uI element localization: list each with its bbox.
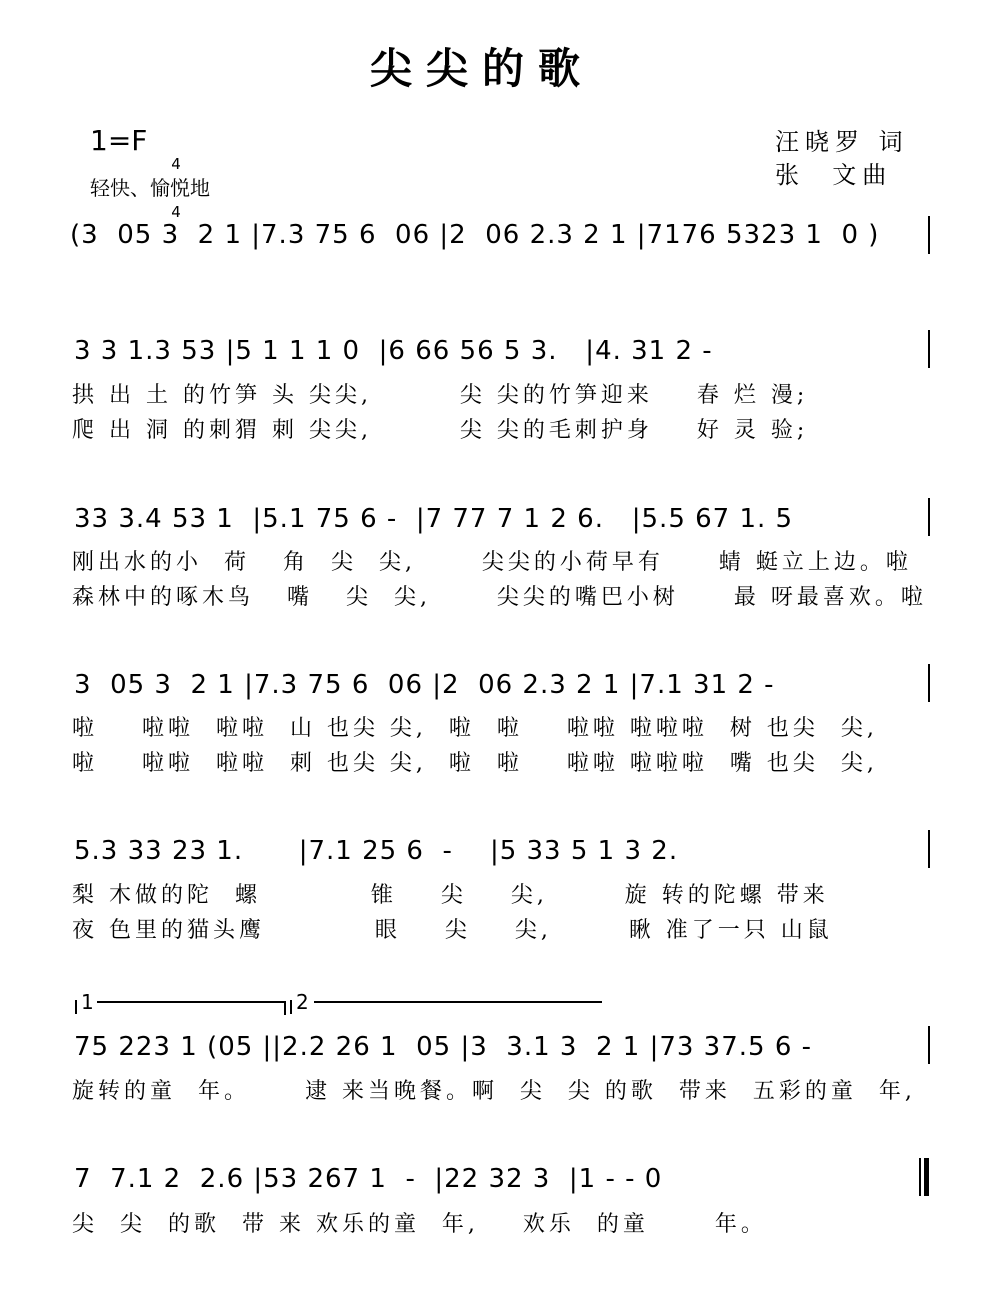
barline [928,330,930,368]
system-3-lyric-verse-1: 啦 啦啦 啦啦 山 也尖 尖, 啦 啦 啦啦 啦啦啦 树 也尖 尖, [72,716,878,741]
system-4-lyric-verse-2: 夜 色里的猫头鹰 眼 尖 尖, 瞅 准了一只 山鼠 [72,918,833,943]
key-signature: 1=F [90,124,148,157]
system-5-notes: 75 223 1 (05 ||2.2 26 1 05 |3 3.1 3 2 1 |73 37.5 6 - [74,1032,813,1062]
system-2-lyric-verse-2: 森林中的啄木鸟 嘴 尖 尖, 尖尖的嘴巴小树 最 呀最喜欢。啦 [72,585,927,610]
system-5-lyric: 旋转的童 年。 逮 来当晚餐。啊 尖 尖 的歌 带来 五彩的童 年, [72,1079,916,1104]
system-4-lyric-verse-1: 梨 木做的陀 螺 锥 尖 尖, 旋 转的陀螺 带来 [72,883,829,908]
barline [928,498,930,536]
composer-credit: 张 文曲 [775,161,893,189]
volta-2-start [290,1000,292,1014]
volta-1-label: 1 [81,990,94,1014]
system-3-notes: 3 05 3 2 1 |7.3 75 6 06 |2 06 2.3 2 1 |7.1 31 2 - [74,670,775,700]
tempo-marking: 轻快、愉悦地 [90,176,210,200]
volta-1-end [284,1001,286,1015]
system-2-notes: 33 3.4 53 1 |5.1 75 6 - |7 77 7 1 2 6. |5.5 67 1. 5 [74,504,794,534]
system-1-notes: 3 3 1.3 53 |5 1 1 1 0 |6 66 56 5 3. |4. 31 2 - [74,336,713,366]
final-barline-thin [919,1158,921,1196]
volta-2-bracket [314,1001,602,1003]
volta-1-start [75,1000,77,1014]
barline [928,664,930,702]
volta-2-label: 2 [296,990,309,1014]
system-4-notes: 5.3 33 23 1. |7.1 25 6 - |5 33 5 1 3 2. [74,836,679,866]
system-1-lyric-verse-1: 拱 出 土 的竹笋 头 尖尖, 尖 尖的竹笋迎来 春 烂 漫; [72,383,809,408]
intro-notes: (3 05 3 2 1 |7.3 75 6 06 |2 06 2.3 2 1 |7176 5323 1 0 ) [70,220,880,250]
system-6-notes: 7 7.1 2 2.6 |53 267 1 - |22 32 3 |1 - - 0 [74,1164,663,1194]
lyricist-credit: 汪晓罗 词 [775,128,909,156]
system-1-lyric-verse-2: 爬 出 洞 的刺猬 刺 尖尖, 尖 尖的毛刺护身 好 灵 验; [72,418,809,443]
barline [928,1026,930,1064]
song-title: 尖尖的歌 [370,44,595,93]
system-6-lyric: 尖 尖 的歌 带 来 欢乐的童 年, 欢乐 的童 年。 [72,1212,767,1237]
barline [928,216,930,254]
meter-top: 4 [171,155,181,173]
system-3-lyric-verse-2: 啦 啦啦 啦啦 刺 也尖 尖, 啦 啦 啦啦 啦啦啦 嘴 也尖 尖, [72,751,878,776]
final-barline-thick [924,1158,929,1196]
system-2-lyric-verse-1: 刚出水的小 荷 角 尖 尖, 尖尖的小荷早有 蜻 蜓立上边。啦 [72,550,912,575]
meter-bottom: 4 [171,203,181,221]
barline [928,830,930,868]
volta-1-bracket [97,1001,284,1003]
